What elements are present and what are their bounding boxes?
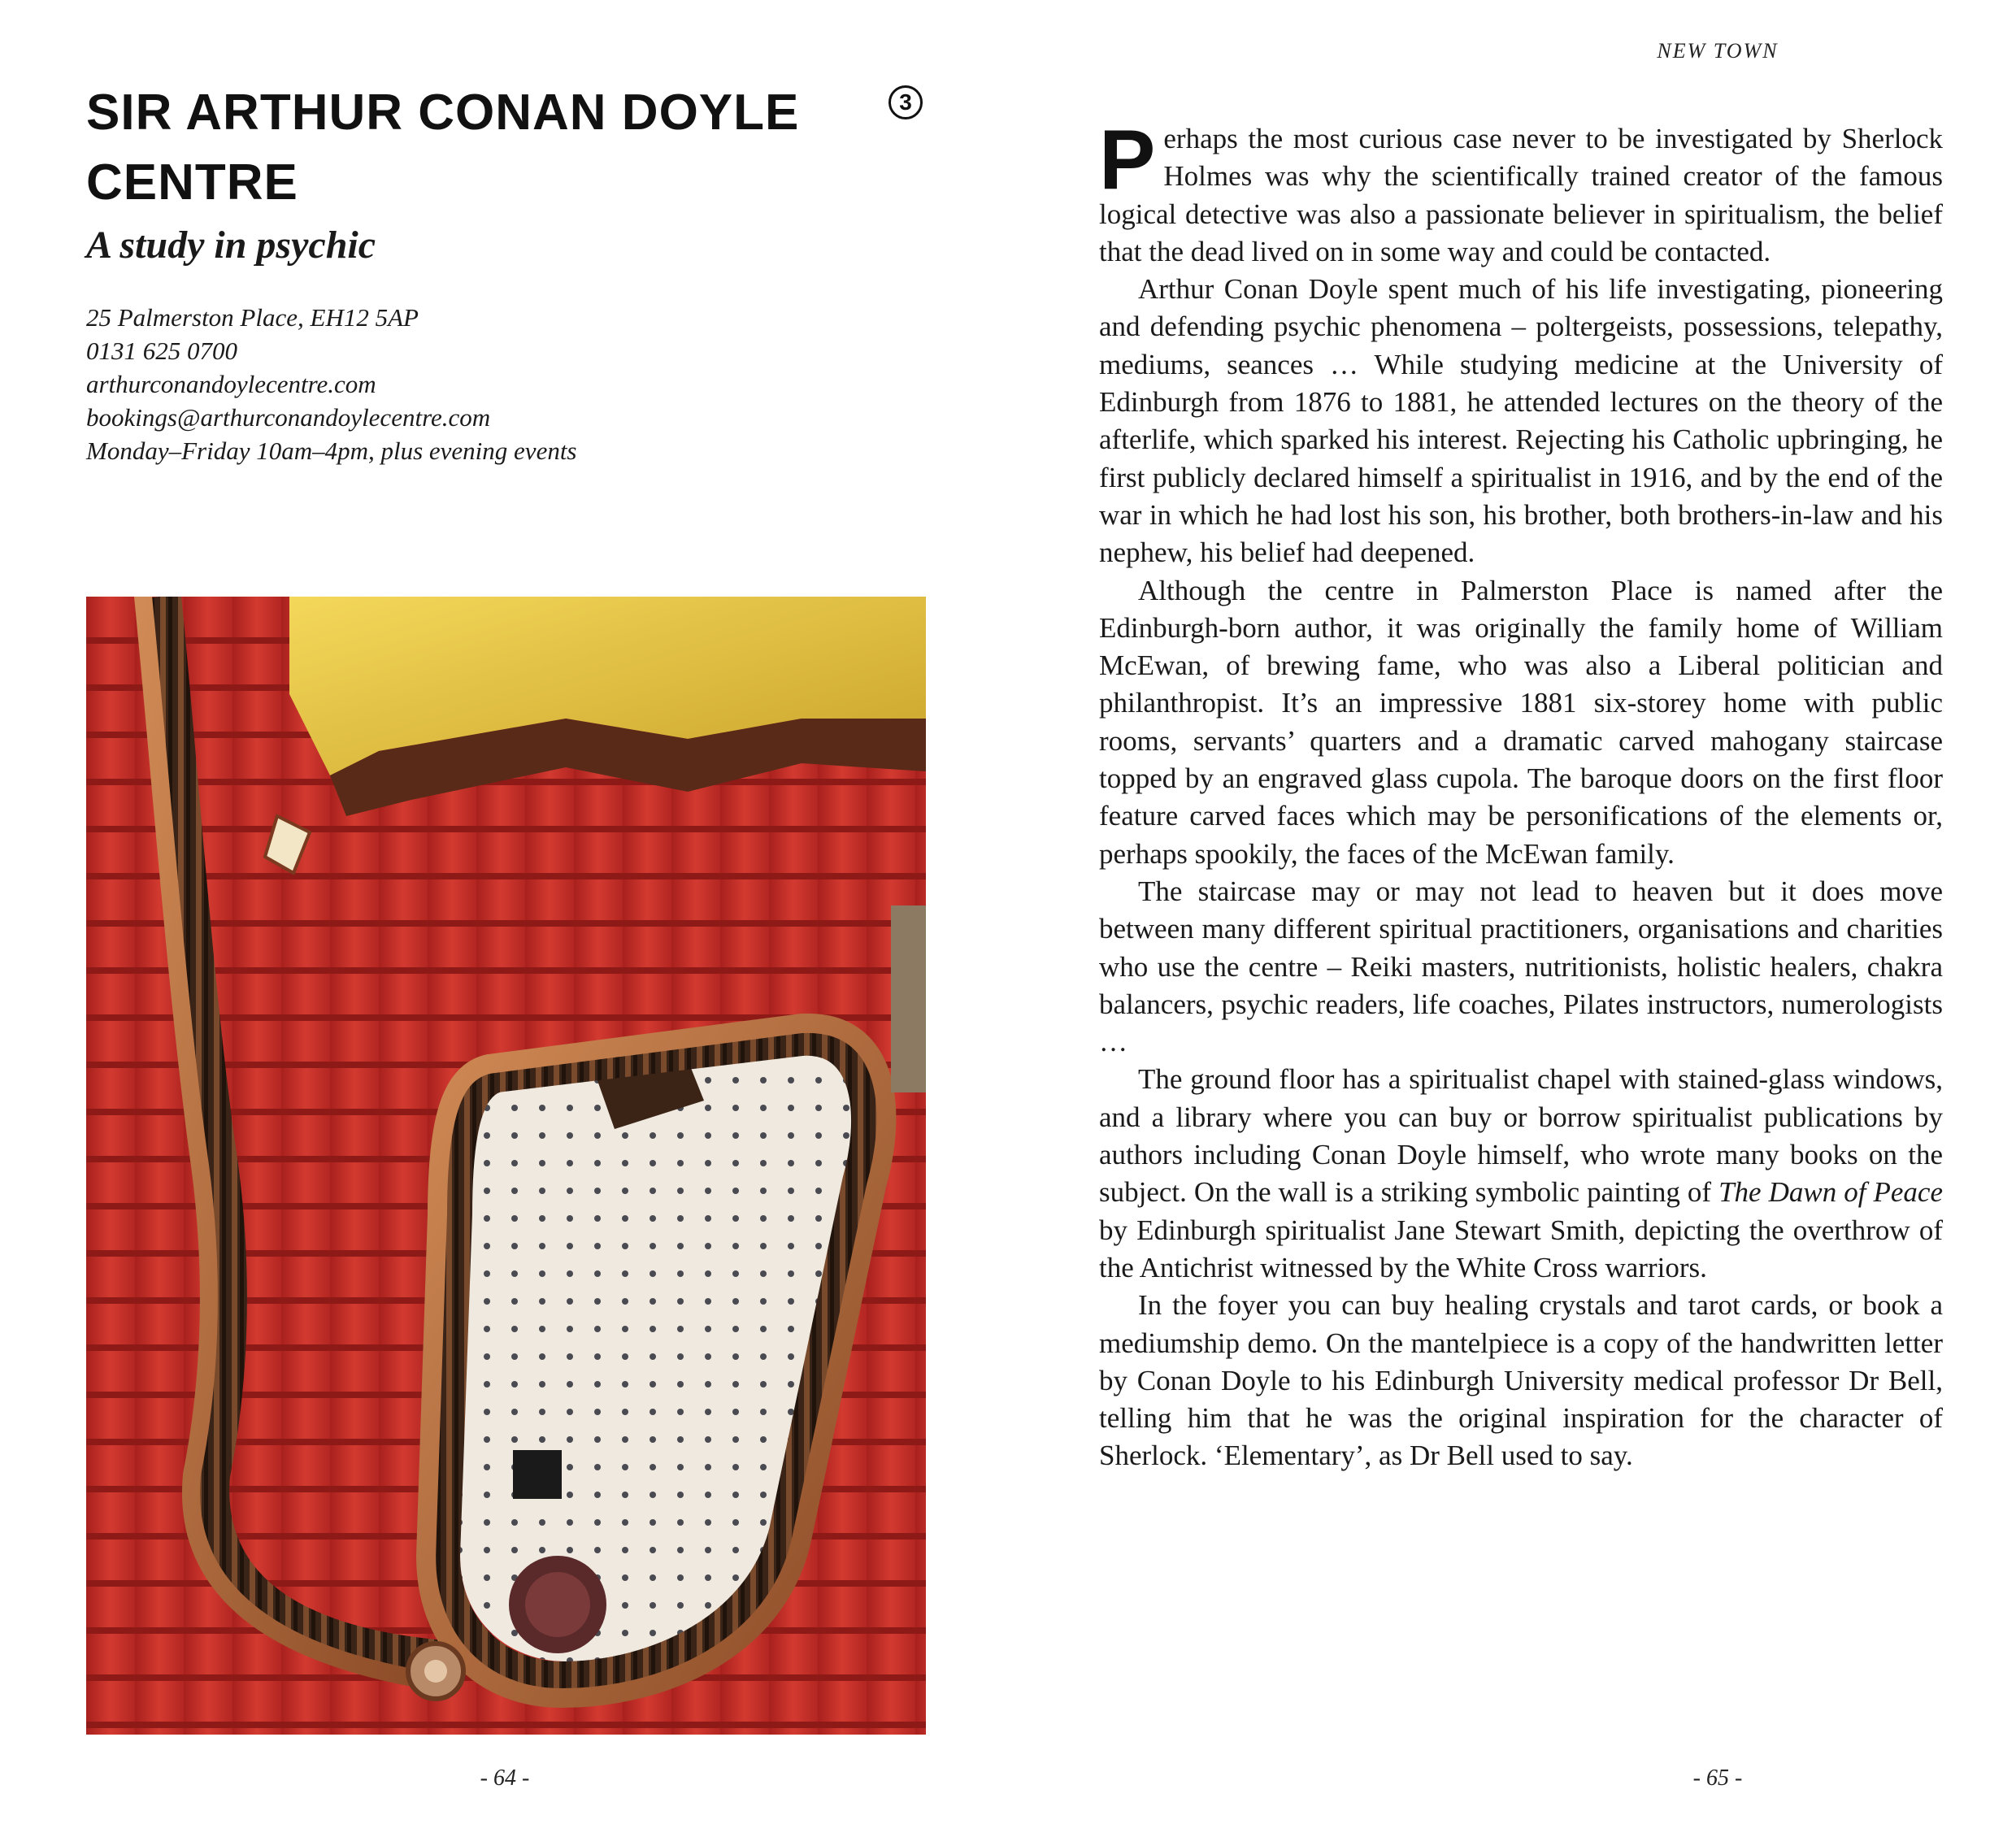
paragraph-5: [1099, 1061, 1943, 1287]
address: 25 Palmerston Place, EH12 5AP: [86, 303, 419, 332]
entry-subtitle: A study in psychic: [86, 224, 376, 267]
paragraph-6: In the foyer you can buy healing crystals and tarot cards, or book a mediumship demo. On the mantelpiece is a copy of the handwritten letter by Conan Doyle to his Edinburgh University medical professor Dr Bell, telling him that he was the original inspiration for the character of Sherlock. ‘Elementary’, as Dr Bell used to say.: [1099, 1289, 1943, 1472]
entry-title-line-2: CENTRE: [86, 154, 298, 211]
page-number-right: - 65 -: [1692, 1765, 1743, 1791]
paragraph-4: The staircase may or may not lead to heaven but it does move between many different spiritual practitioners, organisations and charities who use the centre – Reiki masters, nutritionists, holistic healers, chakra balancers, psychic readers, life coaches, Pilates instructors, numerologists …: [1099, 875, 1943, 1058]
right-page: [1008, 0, 2016, 1824]
paragraph-3: Although the centre in Palmerston Place is named after the Edinburgh-born author, it was originally the family home of William McEwan, of brewing fame, who was also a Liberal politician and philanthropist. It’s an impressive 1881 six-storey home with public rooms, servants’ quarters and a dramatic carved mahogany staircase topped by an engraved glass cupola. The baroque doors on the first floor feature carved faces which may be personifications of the elements or, perhaps spookily, the faces of the McEwan family.: [1099, 574, 1943, 870]
entry-title: [86, 78, 818, 218]
visitor-info: [86, 301, 577, 467]
paragraph-2: Arthur Conan Doyle spent much of his life investigating, pioneering and defending psychic phenomena – poltergeists, possessions, telepathy, mediums, seances … While studying medicine at the University of Edinburgh from 1876 to 1881, he attended lectures on the theory of the afterlife, which sparked his interest. Rejecting his Catholic upbringing, he first publicly declared himself a spiritualist in 1916, and by the end of the war in which he had lost his son, his brother, both brothers-in-law and his nephew, his belief had deepened.: [1099, 273, 1943, 569]
paragraph-5-text-a: The ground floor has a spiritualist chapel with stained-glass windows, and a library where you can buy or borrow spiritualist publications by authors including Conan Doyle himself, who wrote many books on the subject. On the wall is a striking symbolic painting of: [1099, 1063, 1943, 1209]
location-number-badge: 3: [889, 85, 923, 119]
running-head: NEW TOWN: [1657, 39, 1779, 63]
opening-hours: Monday–Friday 10am–4pm, plus evening events: [86, 436, 577, 465]
paragraph-1-text: erhaps the most curious case never to be investigated by Sherlock Holmes was why the scientifically trained creator of the famous logical detective was also a passionate believer in spiritualism, the belief that the dead lived on in some way and could be contacted.: [1099, 123, 1943, 267]
entry-title-line-1: SIR ARTHUR CONAN DOYLE: [86, 85, 800, 141]
article-body: [1099, 113, 1943, 1475]
painting-title: The Dawn of Peace: [1718, 1176, 1943, 1209]
page-number-left: - 64 -: [480, 1765, 530, 1791]
drop-cap: P: [1099, 113, 1156, 207]
paragraph-5-text-b: by Edinburgh spiritualist Jane Stewart Smith, depicting the overthrow of the Antichrist witnessed by the White Cross warriors.: [1099, 1214, 1943, 1283]
staircase-photo: [86, 597, 926, 1735]
email: bookings@arthurconandoylecentre.com: [86, 403, 491, 432]
website: arthurconandoylecentre.com: [86, 370, 376, 398]
paragraph-1: [1099, 113, 1943, 271]
phone-number: 0131 625 0700: [86, 337, 237, 365]
